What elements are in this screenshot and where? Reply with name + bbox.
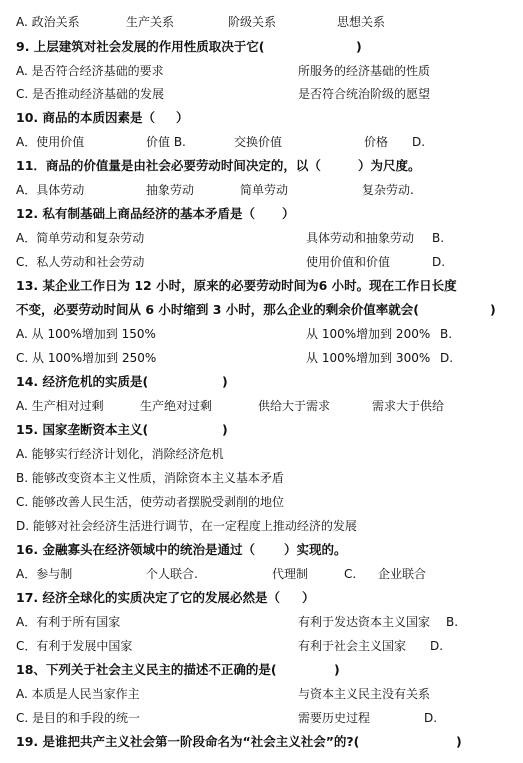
q8-option-b: 生产关系 <box>126 15 175 29</box>
q19-stem-line <box>0 730 523 754</box>
q15-option-b: B. 能够改变资本主义性质，消除资本主义基本矛盾 <box>16 471 284 485</box>
q12-option-b: 具体劳动和抽象劳动 <box>306 231 415 245</box>
q12-stem: 12. 私有制基础上商品经济的基本矛盾是（ <box>16 206 255 221</box>
q16-option-b: 个人联合. <box>146 567 198 581</box>
q18-paren: ) <box>334 662 340 677</box>
q11-option-a: A．具体劳动 <box>16 183 85 197</box>
q13-stem-2: 不变，必要劳动时间从 6 小时缩到 3 小时，那么企业的剩余价值率就会( <box>16 302 420 317</box>
q12-options-row2 <box>0 250 523 274</box>
q16-option-d: 企业联合 <box>378 567 427 581</box>
q10-stem: 10. 商品的本质因素是（ <box>16 110 155 125</box>
q17-paren: ） <box>302 590 315 605</box>
q16-option-c: 代理制 <box>272 567 309 581</box>
q18-options-row2 <box>0 706 523 730</box>
q18-option-c: C. 是目的和手段的统一 <box>16 711 141 725</box>
q13-stem-line2 <box>0 298 523 322</box>
q9-option-d: 是否符合统治阶级的愿望 <box>298 87 431 101</box>
q17-options-row2 <box>0 634 523 658</box>
q19-stem: 19. 是谁把共产主义社会第一阶段命名为“社会主义社会”的?( <box>16 734 360 749</box>
q10-option-c: 交换价值 <box>234 135 283 149</box>
q10-stem-line <box>0 106 523 130</box>
q15-stem-line <box>0 418 523 442</box>
q16-options <box>0 562 523 586</box>
q15-option-c-line <box>0 490 523 514</box>
q16-stem-end: ）实现的。 <box>284 542 347 557</box>
q12-option-c: C．私人劳动和社会劳动 <box>16 255 145 269</box>
q11-option-b: 抽象劳动 <box>146 183 195 197</box>
q15-option-d-line <box>0 514 523 538</box>
q13-option-c: C. 从 100%增加到 250% <box>16 351 157 365</box>
q12-option-d-label: D. <box>432 255 446 269</box>
q13-option-a: A. 从 100%增加到 150% <box>16 327 156 341</box>
q14-paren: ) <box>222 374 228 389</box>
q17-options-row1 <box>0 610 523 634</box>
q17-option-d-label: D. <box>430 639 444 653</box>
q13-options-row2 <box>0 346 523 370</box>
q14-option-d: 需求大于供给 <box>372 399 445 413</box>
q15-option-b-line <box>0 466 523 490</box>
q17-stem-line <box>0 586 523 610</box>
q8-options <box>0 10 523 34</box>
q9-stem-line <box>0 35 523 59</box>
q18-stem-line <box>0 658 523 682</box>
q13-option-b-label: B. <box>440 327 453 341</box>
q12-option-a: A．简单劳动和复杂劳动 <box>16 231 145 245</box>
q11-option-d: 复杂劳动. <box>362 183 414 197</box>
q12-option-d: 使用价值和价值 <box>306 255 391 269</box>
q17-option-a: A．有利于所有国家 <box>16 615 121 629</box>
q11-stem-line <box>0 154 523 178</box>
q13-options-row1 <box>0 322 523 346</box>
q13-option-d-label: D. <box>440 351 454 365</box>
q9-options-row2 <box>0 82 523 106</box>
q18-option-a: A. 本质是人民当家作主 <box>16 687 140 701</box>
q16-stem-line <box>0 538 523 562</box>
q17-option-c: C．有利于发展中国家 <box>16 639 133 653</box>
q14-option-b: 生产绝对过剩 <box>140 399 213 413</box>
q19-paren: ) <box>456 734 462 749</box>
q10-option-b: 价值 B. <box>146 135 186 149</box>
q9-stem: 9. 上层建筑对社会发展的作用性质取决于它( <box>16 39 265 54</box>
q12-option-b-label: B. <box>432 231 445 245</box>
q18-option-b: 与资本主义民主没有关系 <box>298 687 431 701</box>
q17-stem: 17. 经济全球化的实质决定了它的发展必然是（ <box>16 590 280 605</box>
q12-options-row1 <box>0 226 523 250</box>
q18-options-row1 <box>0 682 523 706</box>
q14-option-a: A. 生产相对过剩 <box>16 399 104 413</box>
q15-option-a-line <box>0 442 523 466</box>
q16-stem: 16. 金融寡头在经济领域中的统治是通过（ <box>16 542 255 557</box>
q9-paren: ) <box>356 39 362 54</box>
q13-option-b: 从 100%增加到 200% <box>306 327 431 341</box>
q18-stem: 18、下列关于社会主义民主的描述不正确的是( <box>16 662 277 677</box>
q15-paren: ) <box>222 422 228 437</box>
q10-paren: ） <box>176 110 189 125</box>
q13-paren: ) <box>490 302 496 317</box>
q15-option-d: D. 能够对社会经济生活进行调节，在一定程度上推动经济的发展 <box>16 519 357 533</box>
q9-option-b: 所服务的经济基础的性质 <box>298 64 431 78</box>
q12-stem-line <box>0 202 523 226</box>
q12-paren: ） <box>282 206 295 221</box>
q8-option-a: A. 政治关系 <box>16 15 80 29</box>
q13-option-d: 从 100%增加到 300% <box>306 351 431 365</box>
q15-option-a: A. 能够实行经济计划化，消除经济危机 <box>16 447 224 461</box>
q18-option-d: 需要历史过程 <box>298 711 371 725</box>
q18-option-d-label: D. <box>424 711 438 725</box>
q8-option-c: 阶级关系 <box>228 15 277 29</box>
q11-options <box>0 178 523 202</box>
q16-option-a: A．参与制 <box>16 567 73 581</box>
q9-options-row1 <box>0 59 523 83</box>
q14-stem-line <box>0 370 523 394</box>
q11-stem-end: ）为尺度。 <box>358 158 421 173</box>
q15-option-c: C. 能够改善人民生活，使劳动者摆脱受剥削的地位 <box>16 495 285 509</box>
q14-option-c: 供给大于需求 <box>258 399 331 413</box>
q9-option-c: C. 是否推动经济基础的发展 <box>16 87 165 101</box>
q14-options <box>0 394 523 418</box>
q10-option-a: A．使用价值 <box>16 135 85 149</box>
q10-options <box>0 130 523 154</box>
q17-option-b: 有利于发达资本主义国家 <box>298 615 431 629</box>
q10-option-d: 价格 <box>364 135 389 149</box>
q11-option-c: 简单劳动 <box>240 183 289 197</box>
q8-option-d: 思想关系 <box>337 15 386 29</box>
q9-option-a: A. 是否符合经济基础的要求 <box>16 64 164 78</box>
q17-option-b-label: B. <box>446 615 459 629</box>
q13-stem-1: 13. 某企业工作日为 12 小时，原来的必要劳动时间为6 小时。现在工作日长度 <box>16 278 457 293</box>
q16-option-c-label: C. <box>344 567 357 581</box>
q14-stem: 14. 经济危机的实质是( <box>16 374 149 389</box>
q17-option-d: 有利于社会主义国家 <box>298 639 407 653</box>
q11-stem: 11．商品的价值量是由社会必要劳动时间决定的，以（ <box>16 158 321 173</box>
q15-stem: 15. 国家垄断资本主义( <box>16 422 149 437</box>
q10-option-d-label: D. <box>412 135 426 149</box>
q13-stem-line1 <box>0 274 523 298</box>
